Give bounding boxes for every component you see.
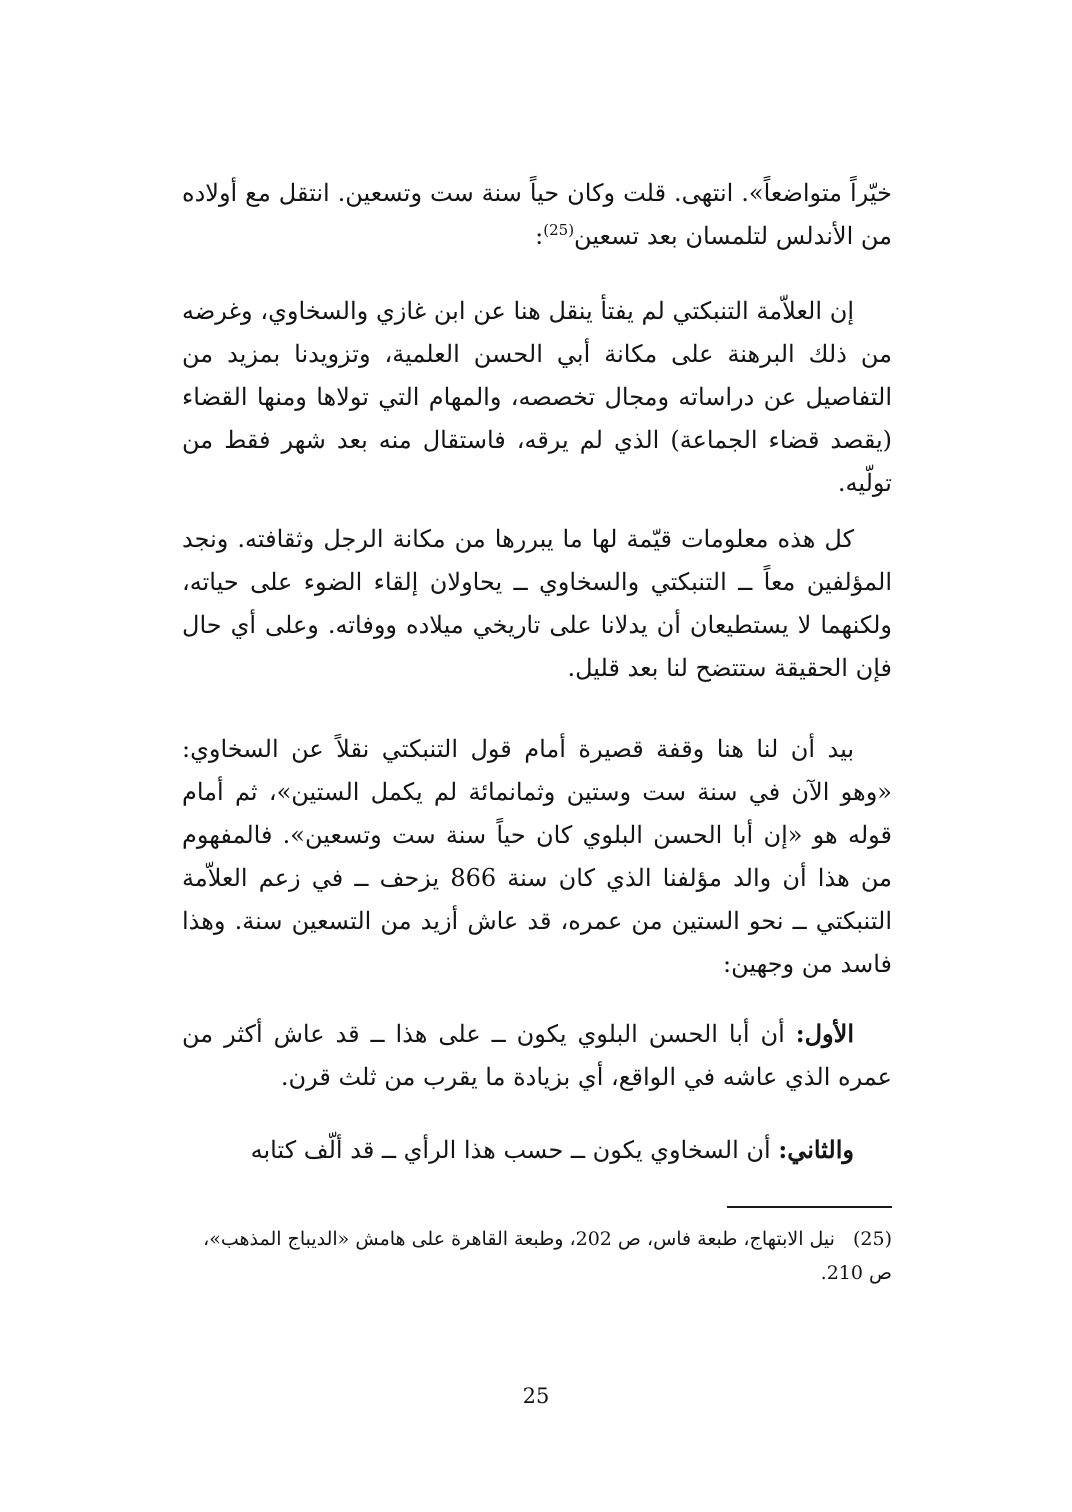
paragraph-text: كل هذه معلومات قيّمة لها ما يبررها من مكانة الرجل وثقافته. ونجد المؤلفين معاً ــ التنبكتي والسخاوي ــ يحاولان إلقاء الضوء على حياته، ولكنهما لا يستطيعان أن يدلانا على تاريخي ميلاده ووفاته. وعلى أي حال فإن الحقيقة ستتضح لنا بعد قليل.: [182, 525, 892, 682]
paragraph-text: بيد أن لنا هنا وقفة قصيرة أمام قول التنبكتي نقلاً عن السخاوي: «وهو الآن في سنة ست وستين وثمانمائة لم يكمل الستين»، ثم أمام قوله هو «إن أبا الحسن البلوي كان حياً سنة ست وتسعين». فالمفهوم من هذا أن والد مؤلفنا الذي كان سنة 866 يزحف ــ في زعم العلاّمة التنبكتي ــ نحو الستين من عمره، قد عاش أزيد من التسعين سنة. وهذا فاسد من وجهين:: [182, 735, 892, 978]
first-point-term: الأول:: [795, 1019, 854, 1048]
paragraph-valuable-info: [182, 518, 892, 690]
paragraph-colon: :: [535, 222, 544, 250]
footnote-number: (25): [852, 1228, 892, 1250]
paragraph-pause: [182, 728, 892, 986]
paragraph-second-point: [182, 1128, 892, 1172]
paragraph-text: أن أبا الحسن البلوي يكون ــ على هذا ــ قد عاش أكثر من عمره الذي عاشه في الواقع، أي بزيادة ما يقرب من ثلث قرن.: [182, 1020, 892, 1091]
paragraph-tunbukti-sources: [182, 290, 892, 505]
paragraph-text: أن السخاوي يكون ــ حسب هذا الرأي ــ قد ألّف كتابه: [250, 1136, 771, 1164]
page-number: 25: [522, 1384, 550, 1408]
paragraph-first-point: [182, 1012, 892, 1099]
paragraph-continuation: [182, 172, 892, 258]
paragraph-text: خيّراً متواضعاً». انتهى. قلت وكان حياً سنة ست وتسعين. انتقل مع أولاده من الأندلس لتلمسان بعد تسعين: [182, 179, 892, 250]
second-point-term: والثاني:: [778, 1135, 854, 1164]
footnote-reference[interactable]: (25): [543, 221, 575, 239]
footnote: [182, 1222, 892, 1290]
footnote-text: نيل الابتهاج، طبعة فاس، ص 202، وطبعة القاهرة على هامش «الديباج المذهب»، ص 210.: [203, 1228, 892, 1284]
paragraph-text: إن العلاّمة التنبكتي لم يفتأ ينقل هنا عن ابن غازي والسخاوي، وغرضه من ذلك البرهنة على مكانة أبي الحسن العلمية، وتزويدنا بمزيد من التفاصيل عن دراساته ومجال تخصصه، والمهام التي تولاها ومنها القضاء (يقصد قضاء الجماعة) الذي لم يرقه، فاستقال منه بعد شهر فقط من تولّيه.: [182, 297, 892, 497]
footnote-divider: [727, 1206, 892, 1208]
